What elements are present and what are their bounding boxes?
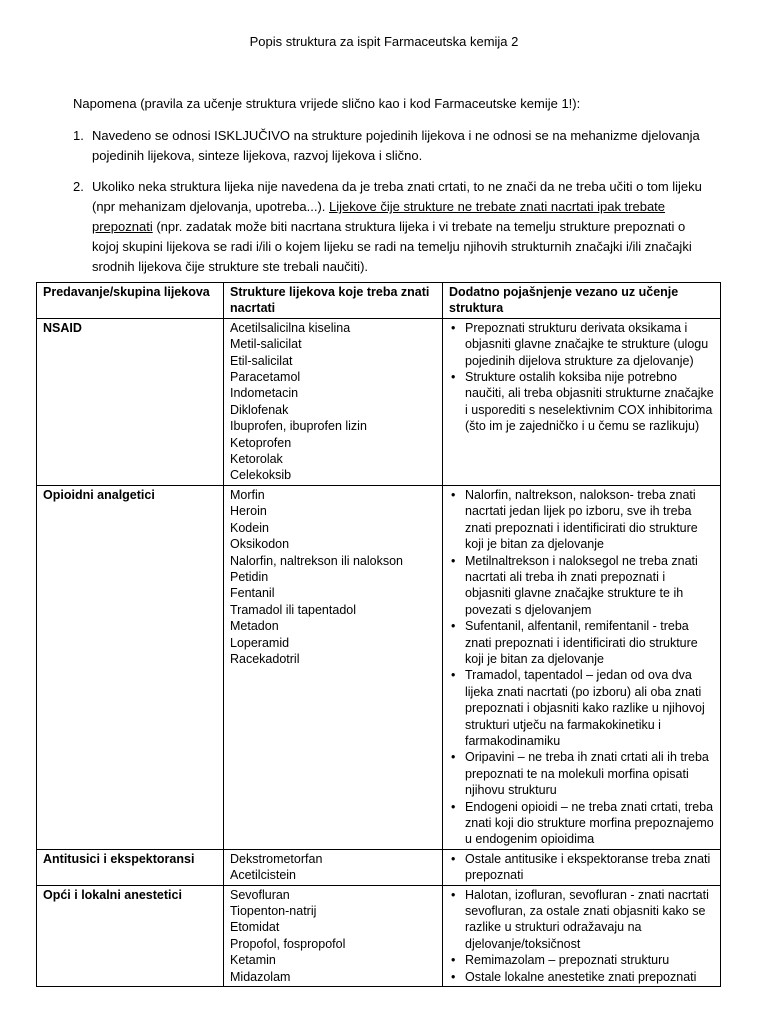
note-bullet: • Sufentanil, alfentanil, remifentanil - treba znati prepoznati i identificirati dio strukture koji je bitan za djelovanje: [465, 618, 714, 667]
drug-item: Heroin: [230, 504, 267, 519]
notes-cell: [443, 849, 721, 885]
group-cell: Opioidni analgetici: [37, 485, 224, 849]
drug-item: Metadon: [230, 619, 279, 634]
note-item-text: [92, 177, 713, 277]
header-drugs: Strukture lijekova koje treba znati nacrtati: [224, 283, 443, 319]
drug-item: Oksikodon: [230, 537, 290, 552]
note-text-before: Ukoliko neka struktura lijeka nije navedena da je treba znati crtati, to ne znači da ne treba učiti o tom lijeku (npr mehanizam djelovanja, upotreba...).: [92, 179, 702, 214]
drug-item: Paracetamol: [230, 370, 301, 385]
header-notes: Dodatno pojašnjenje vezano uz učenje struktura: [443, 283, 721, 319]
note-item-number: 1.: [73, 128, 84, 143]
drug-item: Celekoksib: [230, 468, 292, 483]
note-bullet: • Prepoznati strukturu derivata oksikama i objasniti glavne značajke te strukture (ulogu pojedinih dijelova strukture za djelovanje): [465, 320, 714, 369]
notes-list: [449, 487, 714, 848]
note-bullet: • Strukture ostalih koksiba nije potrebno naučiti, ali treba objasniti strukturne značajke i usporediti s neselektivnim COX inhibitorima (što im je zajedničko i u čemu se razlikuju): [465, 369, 714, 435]
drug-item: Ketamin: [230, 953, 276, 968]
drug-item: Ketorolak: [230, 452, 283, 467]
group-cell: Antitusici i ekspektoransi: [37, 849, 224, 885]
drug-item: Morfin: [230, 487, 265, 502]
drug-item: Tiopenton-natrij: [230, 904, 317, 919]
table-row: [37, 849, 721, 885]
drug-item: Tramadol ili tapentadol: [230, 602, 356, 617]
drug-item: Sevofluran: [230, 887, 290, 902]
notes-list: [449, 851, 714, 884]
header-group: Predavanje/skupina lijekova: [37, 283, 224, 319]
note-bullet: • Nalorfin, naltrekson, nalokson- treba znati nacrtati jedan lijek po izboru, sve ih treba znati prepoznati i identificirati dio strukture koji je bitan za djelovanje: [465, 487, 714, 553]
group-cell: NSAID: [37, 318, 224, 485]
notes-cell: [443, 885, 721, 986]
note-bullet: • Metilnaltrekson i naloksegol ne treba znati nacrtati ali treba ih znati prepoznati i objasniti glavne značajke strukture te ih povezati s djelovanjem: [465, 553, 714, 619]
drug-item: Acetilcistein: [230, 868, 296, 883]
note-bullet: • Oripavini – ne treba ih znati crtati ali ih treba prepoznati te na molekuli morfina opisati njihovu strukturu: [465, 749, 714, 798]
structures-table: [36, 282, 721, 987]
note-text-after: (npr. zadatak može biti nacrtana struktura lijeka i vi trebate na temelju strukture prepoznati o kojoj skupini lijekova se radi i/ili o kojem lijeku se radi na temelju njihovih strukturnih značajki i/ili značajki srodnih lijekova čije strukture ste trebali naučiti).: [92, 219, 692, 274]
drug-item: Ketoprofen: [230, 435, 292, 450]
note-item-1: [73, 126, 713, 166]
table-row: [37, 485, 721, 849]
notes-list: [449, 320, 714, 435]
note-item-text: Navedeno se odnosi ISKLJUČIVO na strukture pojedinih lijekova i ne odnosi se na mehanizme djelovanja pojedinih lijekova, sinteze lijekova, razvoj lijekova i slično.: [92, 128, 700, 163]
note-bullet: • Ostale lokalne anestetike znati prepoznati: [465, 969, 714, 985]
notes-cell: [443, 318, 721, 485]
drug-item: Acetilsalicilna kiselina: [230, 320, 351, 335]
notes-cell: [443, 485, 721, 849]
table-row: [37, 318, 721, 485]
drug-item: Racekadotril: [230, 651, 300, 666]
page-title: Popis struktura za ispit Farmaceutska kemija 2: [249, 34, 519, 49]
drug-item: Kodein: [230, 520, 269, 535]
note-bullet: • Endogeni opioidi – ne treba znati crtati, treba znati koji dio strukture morfina prepoznajemo u endogenim opioidima: [465, 799, 714, 848]
table-header-row: [37, 283, 721, 319]
drug-item: Ibuprofen, ibuprofen lizin: [230, 419, 367, 434]
note-bullet: • Remimazolam – prepoznati strukturu: [465, 952, 714, 968]
drug-item: Propofol, fospropofol: [230, 936, 346, 951]
drug-item: Loperamid: [230, 635, 290, 650]
drug-item: Indometacin: [230, 386, 299, 401]
drugs-cell: [224, 318, 443, 485]
note-bullet: • Tramadol, tapentadol – jedan od ova dva lijeka znati nacrtati (po izboru) ali oba znati prepoznati i objasniti kako razlike u njihovoj strukturi utječu na farmakokinetiku i farmakodinamiku: [465, 667, 714, 749]
drug-item: Diklofenak: [230, 402, 289, 417]
note-item-number: 2.: [73, 179, 84, 194]
notes-list: [449, 887, 714, 985]
drug-item: Fentanil: [230, 586, 275, 601]
note-heading: Napomena (pravila za učenje struktura vrijede slično kao i kod Farmaceutske kemije 1!):: [73, 96, 581, 111]
group-cell: Opći i lokalni anestetici: [37, 885, 224, 986]
drugs-cell: [224, 485, 443, 849]
note-bullet: • Halotan, izofluran, sevofluran - znati nacrtati sevofluran, za ostale znati objasniti kako se razlike u strukturi odražavaju na djelovanje/toksičnost: [465, 887, 714, 953]
drugs-cell: [224, 849, 443, 885]
drugs-cell: [224, 885, 443, 986]
drug-item: Petidin: [230, 569, 269, 584]
drug-item: Dekstrometorfan: [230, 851, 323, 866]
drug-item: Etil-salicilat: [230, 353, 293, 368]
note-item-2: [73, 177, 713, 277]
note-bullet: • Ostale antitusike i ekspektoranse treba znati prepoznati: [465, 851, 714, 884]
drug-item: Etomidat: [230, 920, 280, 935]
table-row: [37, 885, 721, 986]
drug-item: Midazolam: [230, 969, 291, 984]
drug-item: Nalorfin, naltrekson ili nalokson: [230, 553, 404, 568]
note-text-underlined: Lijekove čije strukture ne trebate znati nacrtati ipak trebate prepoznati: [92, 199, 666, 234]
drug-item: Metil-salicilat: [230, 337, 302, 352]
